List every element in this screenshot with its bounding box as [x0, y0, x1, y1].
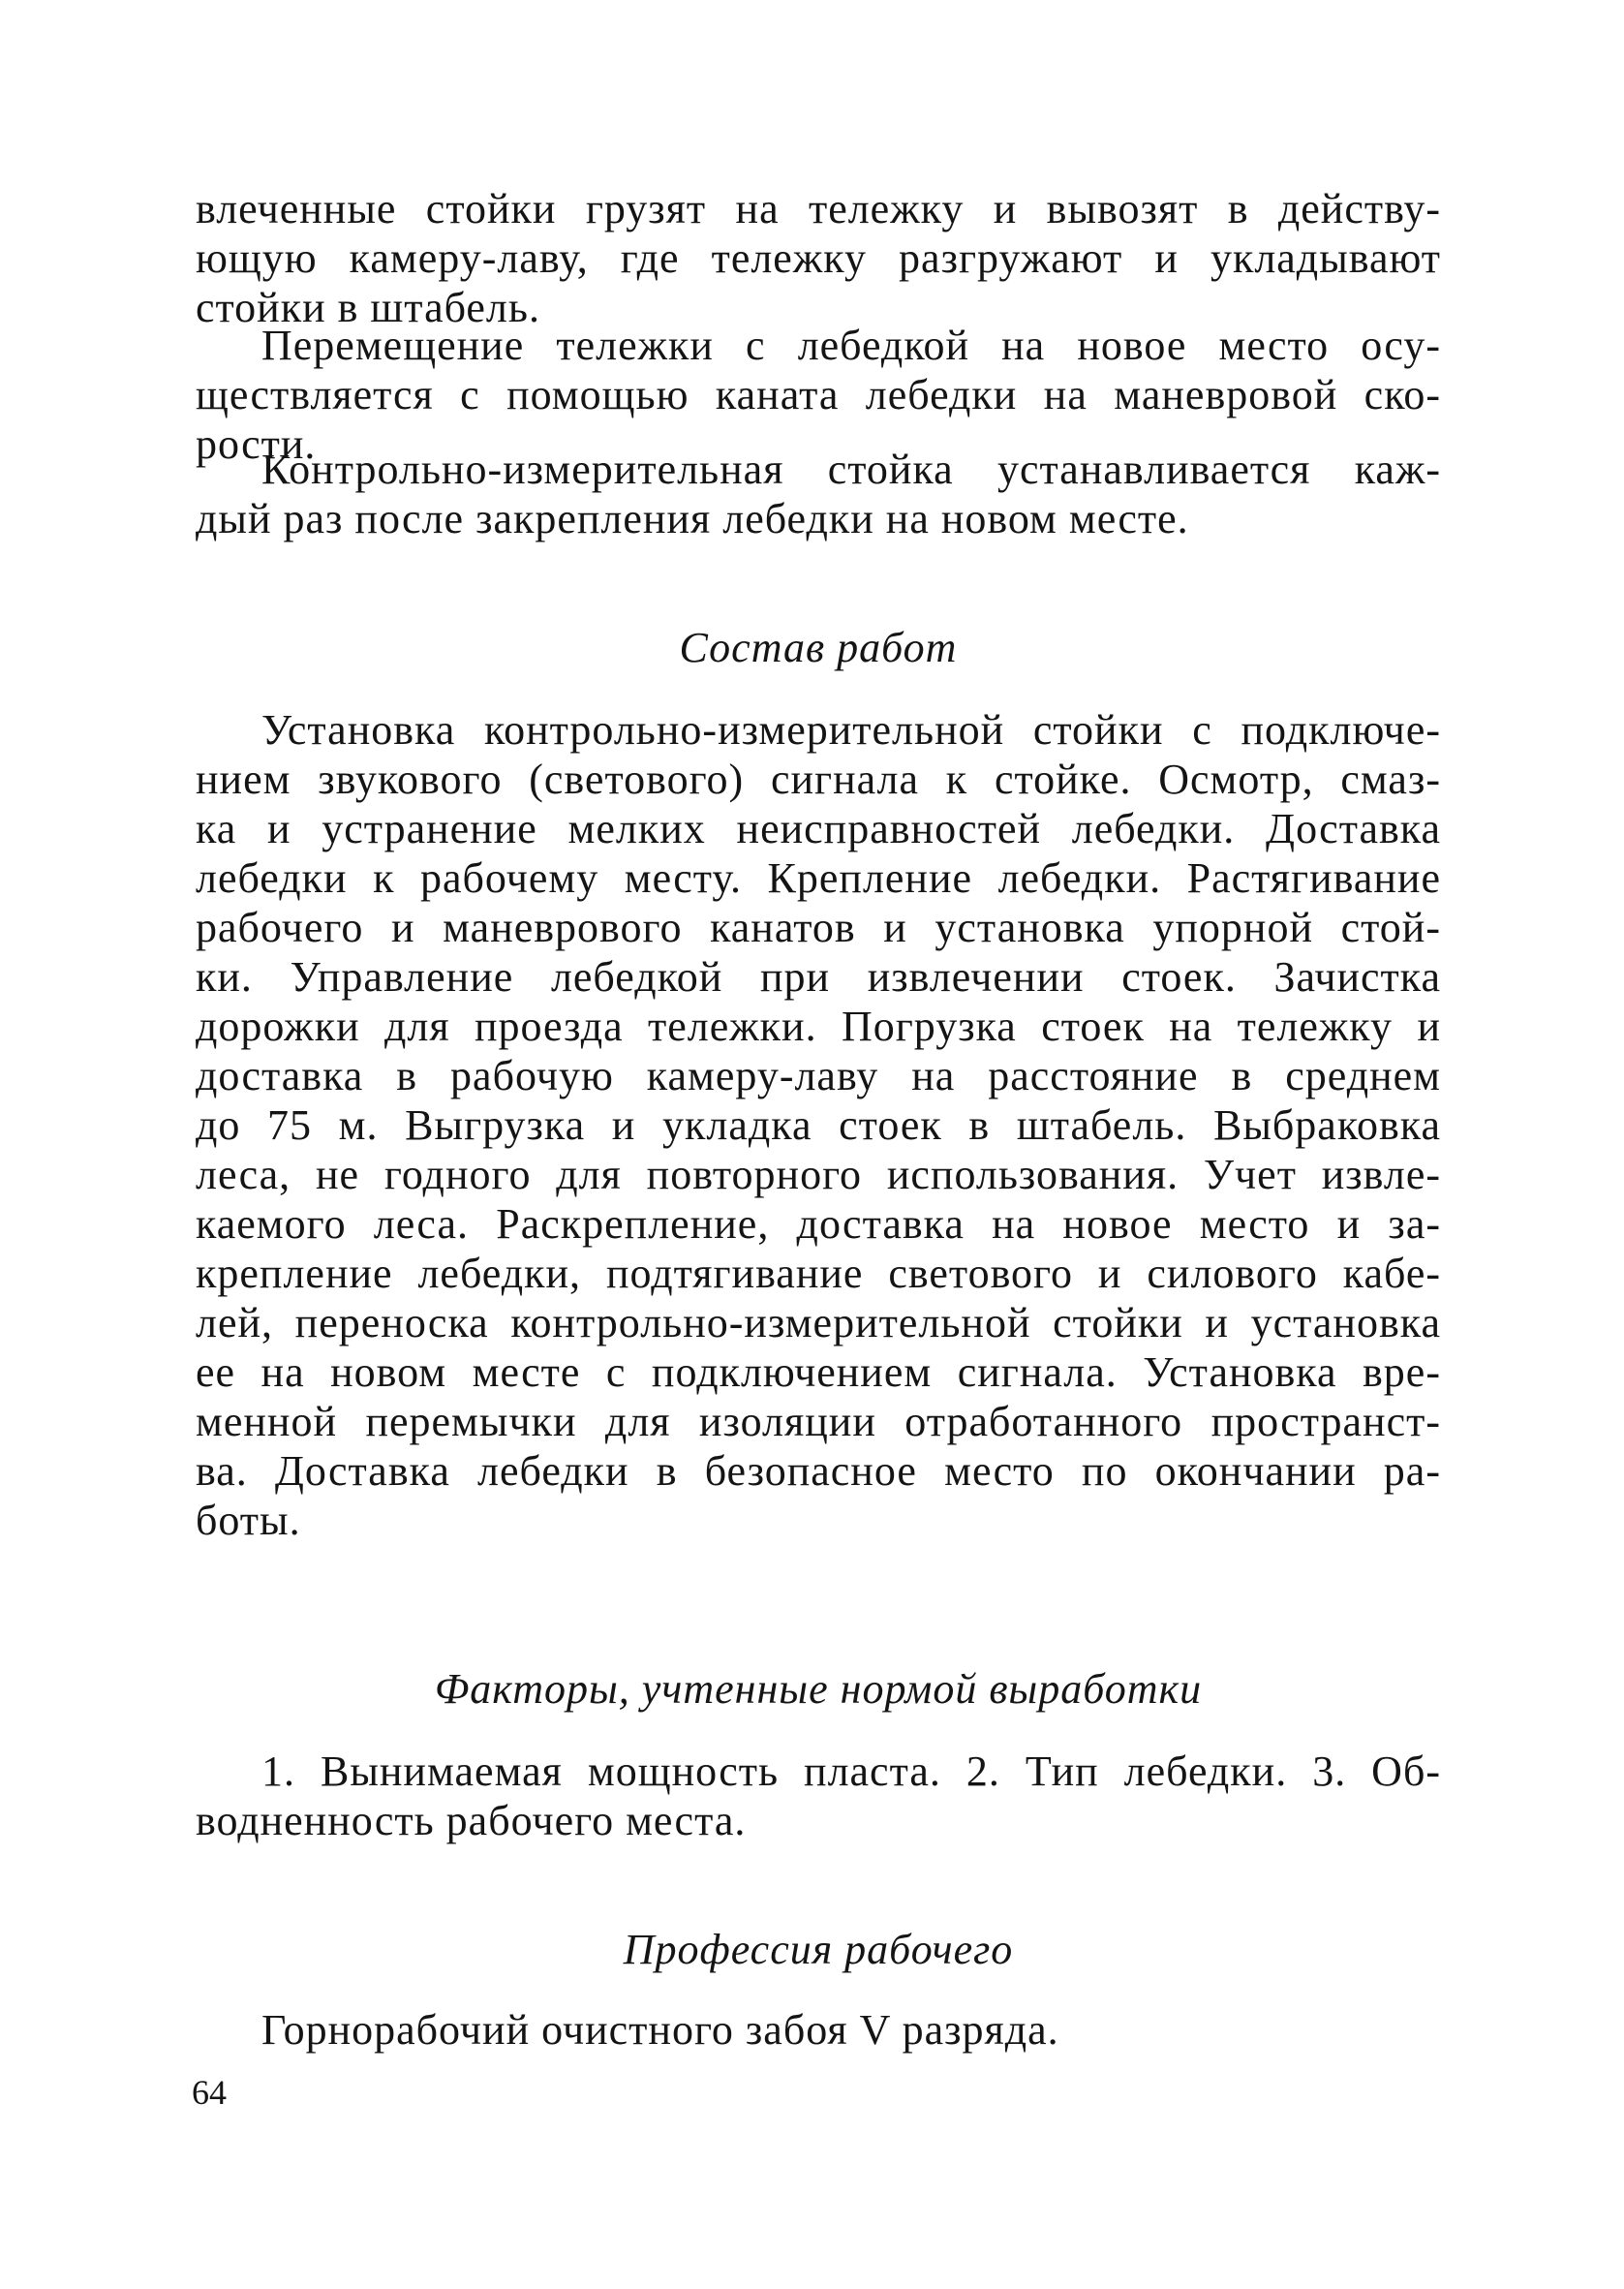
paragraph-control [196, 445, 1441, 543]
paragraph-work-composition [196, 705, 1441, 1545]
text-line: ва. Доставка лебедки в безопасное место по окончании ра- [196, 1447, 1441, 1495]
text-line: менной перемычки для изоляции отработанного пространст- [196, 1398, 1441, 1445]
text-line: нием звукового (светового) сигнала к стойке. Осмотр, смаз- [196, 756, 1441, 803]
page-number: 64 [192, 2073, 227, 2112]
text-line: ка и устранение мелких неисправностей лебедки. Доставка [196, 805, 1441, 852]
heading-work-composition: Состав работ [679, 624, 958, 671]
text-line: Горнорабочий очистного забоя V разряда. [261, 2006, 1059, 2054]
heading-factors: Факторы, учтенные нормой выработки [434, 1665, 1203, 1713]
text-line: дорожки для проезда тележки. Погрузка стоек на тележку и [196, 1003, 1441, 1050]
text-line: рабочего и маневрового канатов и установка упорной стой- [196, 904, 1441, 951]
text-line: ки. Управление лебедкой при извлечении стоек. Зачистка [196, 953, 1441, 1001]
text-line: Контрольно-измерительная стойка устанавливается каж- [261, 446, 1441, 493]
text-line: до 75 м. Выгрузка и укладка стоек в штабель. Выбраковка [196, 1101, 1441, 1149]
paragraph-factors [196, 1747, 1441, 1845]
text-line: влеченные стойки грузят на тележку и вывозят в действу- [196, 185, 1441, 232]
text-line: Установка контрольно-измерительной стойки с подключе- [261, 706, 1441, 754]
paragraph-profession [196, 2005, 1441, 2055]
text-line: ществляется с помощью каната лебедки на маневровой ско- [196, 371, 1441, 418]
text-line: ющую камеру-лаву, где тележку разгружают и укладывают [196, 234, 1441, 282]
paragraph-intro [196, 184, 1441, 332]
text-line: стойки в штабель. [196, 284, 540, 331]
text-line: боты. [196, 1497, 301, 1544]
text-line: лей, переноска контрольно-измерительной стойки и установка [196, 1299, 1441, 1346]
text-line: 1. Вынимаемая мощность пласта. 2. Тип лебедки. 3. Об- [261, 1748, 1441, 1795]
text-line: доставка в рабочую камеру-лаву на расстояние в среднем [196, 1052, 1441, 1099]
text-line: крепление лебедки, подтягивание светового и силового кабе- [196, 1250, 1441, 1297]
text-line: лебедки к рабочему месту. Крепление лебедки. Растягивание [196, 854, 1441, 902]
text-line: дый раз после закрепления лебедки на новом месте. [196, 495, 1189, 542]
text-line: рости. [196, 420, 317, 468]
text-line: каемого леса. Раскрепление, доставка на новое место и за- [196, 1200, 1441, 1248]
text-line: водненность рабочего места. [196, 1797, 747, 1844]
text-line: Перемещение тележки с лебедкой на новое место осу- [261, 322, 1441, 369]
text-line: ее на новом месте с подключением сигнала. Установка вре- [196, 1348, 1441, 1396]
text-line: леса, не годного для повторного использования. Учет извле- [196, 1151, 1441, 1198]
heading-profession: Профессия рабочего [623, 1926, 1014, 1973]
